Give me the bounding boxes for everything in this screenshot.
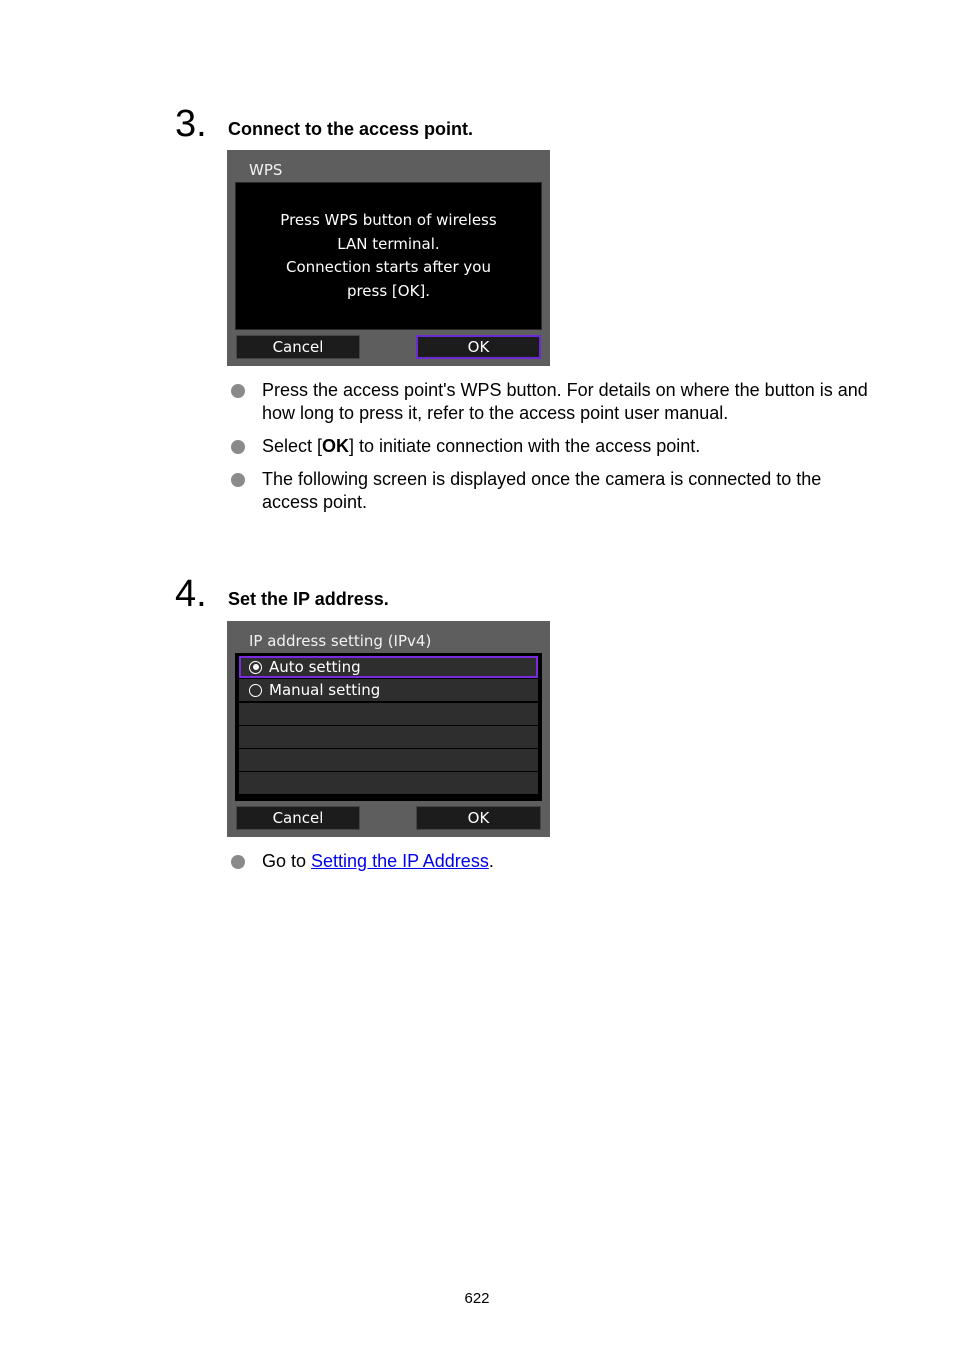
wps-cancel-button[interactable]: Cancel bbox=[236, 335, 360, 359]
bullet-dot-icon bbox=[231, 384, 245, 398]
bullet-dot-icon bbox=[231, 440, 245, 454]
step-4-title: Set the IP address. bbox=[228, 589, 389, 609]
bullet-dot-icon bbox=[231, 473, 245, 487]
wps-screen-title: WPS bbox=[249, 161, 283, 179]
ip-setting-screen bbox=[227, 621, 550, 837]
wps-ok-button[interactable]: OK bbox=[416, 335, 541, 359]
list-item bbox=[230, 379, 870, 425]
bullet-text-pre: Select [ bbox=[262, 436, 323, 456]
bullet-text-bold: OK bbox=[322, 436, 350, 456]
wps-message-line: LAN terminal. bbox=[337, 234, 440, 253]
bullet-text-post: . bbox=[488, 851, 494, 871]
wps-screen bbox=[227, 150, 550, 366]
option-label: Manual setting bbox=[269, 681, 381, 700]
setting-ip-address-link[interactable]: Setting the IP Address bbox=[311, 851, 489, 871]
step-3-bullets bbox=[230, 379, 870, 524]
bullet-text: The following screen is displayed once the camera is connected to the access point. bbox=[262, 469, 822, 512]
ip-setting-screen-title: IP address setting (IPv4) bbox=[249, 632, 432, 650]
ip-cancel-button[interactable]: Cancel bbox=[236, 806, 360, 830]
radio-selected-icon bbox=[249, 661, 262, 674]
wps-message-line: Connection starts after you bbox=[286, 258, 491, 276]
step-4-number: 4. bbox=[175, 573, 207, 615]
empty-row bbox=[239, 772, 538, 794]
bullet-text-pre: Go to bbox=[262, 851, 312, 871]
list-item bbox=[230, 468, 870, 514]
option-manual-setting[interactable] bbox=[239, 679, 538, 701]
radio-unselected-icon bbox=[249, 684, 262, 697]
bullet-text-post: ] to initiate connection with the access point. bbox=[349, 436, 701, 456]
list-item bbox=[230, 850, 870, 873]
bullet-text: Press the access point's WPS button. For details on where the button is and how long to press it, refer to the access point user manual. bbox=[262, 380, 868, 423]
option-label: Auto setting bbox=[269, 658, 361, 676]
bullet-dot-icon bbox=[231, 855, 245, 869]
empty-row bbox=[239, 703, 538, 725]
ip-setting-options bbox=[235, 653, 542, 801]
step-4-bullets bbox=[230, 850, 870, 883]
wps-message-box bbox=[235, 182, 542, 330]
page-number: 622 bbox=[464, 1290, 490, 1307]
wps-message bbox=[280, 209, 496, 303]
empty-row bbox=[239, 749, 538, 771]
empty-row bbox=[239, 726, 538, 748]
step-3-title: Connect to the access point. bbox=[228, 119, 474, 139]
wps-message-line: press [OK]. bbox=[346, 281, 431, 300]
list-item bbox=[230, 435, 870, 458]
wps-message-line: Press WPS button of wireless bbox=[280, 211, 497, 229]
ip-ok-button[interactable]: OK bbox=[416, 806, 541, 830]
option-auto-setting[interactable] bbox=[239, 656, 538, 678]
step-3-number: 3. bbox=[175, 103, 207, 145]
